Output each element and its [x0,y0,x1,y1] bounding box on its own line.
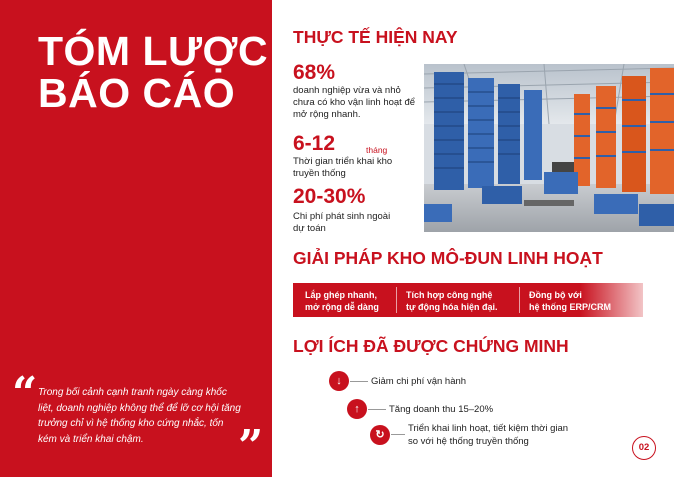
solution-item-2-line1: Tích hợp công nghệ [406,290,493,300]
stat-unit-2: tháng [366,145,388,155]
stat-value-1: 68% [293,61,336,84]
solution-item-1-line1: Lắp ghép nhanh, [305,290,377,300]
benefit-connector [391,434,405,435]
page-number: 02 [632,436,656,460]
ribbon-divider [519,287,520,313]
benefit-item-3-line1: Triển khai linh hoạt, tiết kiệm thời gian [408,423,569,434]
arrow-down-icon: ↓ [329,371,349,391]
section-title-benefits: LỢI ÍCH ĐÃ ĐƯỢC CHỨNG MINH [293,336,569,356]
quote-text: Trong bối cảnh cạnh tranh ngày càng khốc liệt, doanh nghiệp không thể để lỡ cơ hội tăng trưởng chỉ vì hệ thống kho cứng nhắc, tốn kém và triển khai chậm. [38,387,241,445]
solution-item-3-line2: hệ thống ERP/CRM [529,302,611,312]
close-quote-icon: ” [238,421,264,472]
solution-item-1 [305,289,379,313]
report-title [38,30,268,114]
stat-value-2: 6-12 [293,132,336,155]
benefit-connector [350,381,368,382]
benefit-item-2: Tăng doanh thu 15–20% [389,404,494,415]
stat-desc-1: doanh nghiệp vừa và nhỏ chưa có kho vận linh hoạt để mở rộng nhanh. [293,85,416,120]
stat-desc-2: Thời gian triển khai kho truyền thống [293,156,393,179]
solution-item-3-line1: Đồng bộ với [529,290,582,300]
solution-item-3 [529,289,611,313]
section-title-solution: GIẢI PHÁP KHO MÔ-ĐUN LINH HOẠT [293,248,603,268]
report-title-line2: BÁO CÁO [38,70,236,116]
solution-item-2 [406,289,498,313]
benefit-item-3 [408,422,598,448]
benefit-connector [368,409,386,410]
warehouse-photo [424,64,674,232]
ribbon-divider [396,287,397,313]
benefit-item-3-line2: so với hệ thống truyền thống [408,436,529,447]
solution-ribbon [293,283,643,317]
report-title-line1: TÓM LƯỢC [38,28,269,74]
stat-value-3: 20-30% [293,185,366,208]
arrow-up-icon: ↑ [347,399,367,419]
solution-item-2-line2: tự động hóa hiện đại. [406,302,498,312]
section-title-current-reality: THỰC TẾ HIỆN NAY [293,27,458,47]
left-red-panel [0,0,272,477]
solution-item-1-line2: mở rộng dễ dàng [305,302,379,312]
benefit-item-1: Giảm chi phí vận hành [371,376,467,387]
stat-desc-3: Chi phí phát sinh ngoài dự toán [293,211,391,234]
open-quote-icon: “ [12,368,38,419]
loop-arrow-icon: ↻ [370,425,390,445]
